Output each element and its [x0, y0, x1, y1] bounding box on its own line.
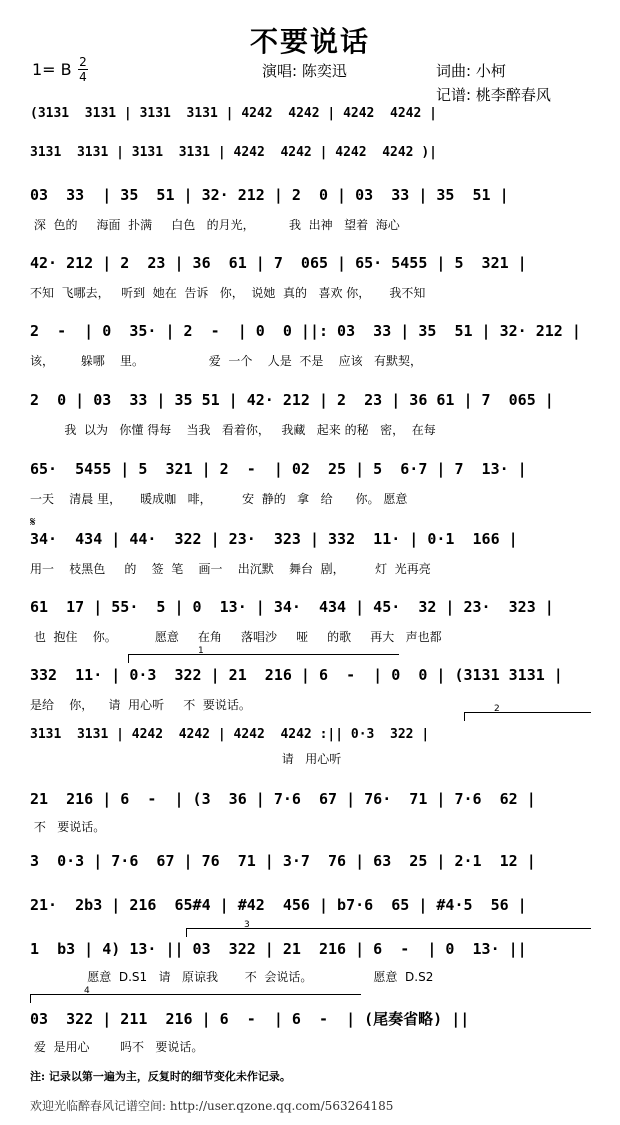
volta-bracket-1 [128, 654, 399, 663]
key-signature: 1= B [32, 60, 72, 79]
notation-row-16: 03 322 | 211 216 | 6 - | 6 - | (尾奏省略) || [30, 1010, 470, 1028]
lyrics-row-12: 不 要说话。 [30, 820, 106, 834]
lyrics-row-7: 一天 清晨 里， 暖成咖 啡， 安 静的 拿 给 你。 愿意 [30, 492, 408, 506]
notation-row-6: 2 0 | 03 33 | 35 51 | 42· 212 | 2 23 | 36 61 | 7 065 | [30, 391, 554, 409]
notation-row-5: 2 - | 0 35· | 2 - | 0 0 ||: 03 33 | 35 51 | 32· 212 | [30, 322, 581, 340]
song-title: 不要说话 [249, 25, 370, 58]
time-signature-bottom: 4 [79, 70, 87, 84]
time-signature [76, 56, 90, 83]
lyrics-row-5: 该， 躲哪 里。 爱 一个 人是 不是 应该 有默契， [30, 354, 423, 368]
footer-link-text: 欢迎光临醉春风记谱空间: http://user.qzone.qq.com/563264185 [30, 1099, 394, 1113]
time-signature-top: 2 [79, 55, 87, 69]
notation-row-11: 3131 3131 | 4242 4242 | 4242 4242 :|| 0·3 322 | [30, 727, 430, 742]
notation-row-8: 34· 434 | 44· 322 | 23· 323 | 332 11· | 0·1 166 | [30, 530, 518, 548]
volta-number-3: 3 [244, 920, 250, 930]
lyrics-row-4: 不知 飞哪去， 听到 她在 告诉 你， 说她 真的 喜欢 你， 我不知 [30, 286, 426, 300]
volta-bracket-2 [464, 712, 591, 721]
notation-row-7: 65· 5455 | 5 321 | 2 - | 02 25 | 5 6·7 | 7 13· | [30, 460, 527, 478]
lyrics-row-15: 愿意 D.S1 请 原谅我 不 会说话。 愿意 D.S2 [30, 970, 434, 984]
lyrics-row-3: 深 色的 海面 扑满 白色 的月光， 我 出神 望着 海心 [30, 218, 400, 232]
notation-row-2: 3131 3131 | 3131 3131 | 4242 4242 | 4242 4242 )| [30, 145, 437, 160]
volta-number-2: 2 [494, 704, 500, 714]
notation-row-12: 21 216 | 6 - | (3 36 | 7·6 67 | 76· 71 | 7·6 62 | [30, 790, 536, 808]
volta-bracket-4 [30, 994, 361, 1003]
lyrics-row-10: 是给 你， 请 用心听 不 要说话。 [30, 698, 251, 712]
volta-number-4: 4 [84, 986, 90, 996]
lyrics-row-9: 也 抱住 你。 愿意 在角 落唱沙 哑 的歌 再大 声也都 [30, 630, 442, 644]
notation-row-13: 3 0·3 | 7·6 67 | 76 71 | 3·7 76 | 63 25 | 2·1 12 | [30, 852, 536, 870]
notation-row-9: 61 17 | 55· 5 | 0 13· | 34· 434 | 45· 32 | 23· 323 | [30, 598, 554, 616]
lyrics-row-16: 爱 是用心 吗不 要说话。 [30, 1040, 204, 1054]
notation-row-4: 42· 212 | 2 23 | 36 61 | 7 065 | 65· 5455 | 5 321 | [30, 254, 527, 272]
transcriber-credit: 记谱: 桃李醉春风 [436, 86, 551, 104]
lyrics-row-8: 用一 枝黑色 的 签 笔 画一 出沉默 舞台 剧， 灯 光再亮 [30, 562, 431, 576]
composer-credit: 词曲: 小柯 [436, 62, 506, 80]
notation-row-3: 03 33 | 35 51 | 32· 212 | 2 0 | 03 33 | 35 51 | [30, 186, 509, 204]
notation-row-15: 1 b3 | 4) 13· || 03 322 | 21 216 | 6 - | 0 13· || [30, 940, 527, 958]
lyrics-row-11: 请 用心听 [30, 752, 342, 766]
notation-row-10: 332 11· | 0·3 322 | 21 216 | 6 - | 0 0 | (3131 3131 | [30, 666, 563, 684]
segno-sign: 𝄋 [30, 515, 36, 530]
transcription-note: 注: 记录以第一遍为主，反复时的细节变化未作记录。 [30, 1070, 291, 1083]
notation-row-14: 21· 2b3 | 216 65#4 | #42 456 | b7·6 65 | #4·5 56 | [30, 896, 527, 914]
lyrics-row-6: 我 以为 你懂 得每 当我 看着你， 我藏 起来 的秘 密， 在每 [30, 423, 436, 437]
singer-credit: 演唱: 陈奕迅 [262, 62, 347, 80]
notation-row-1: (3131 3131 | 3131 3131 | 4242 4242 | 4242 4242 | [30, 106, 437, 121]
volta-number-1: 1 [198, 646, 204, 656]
